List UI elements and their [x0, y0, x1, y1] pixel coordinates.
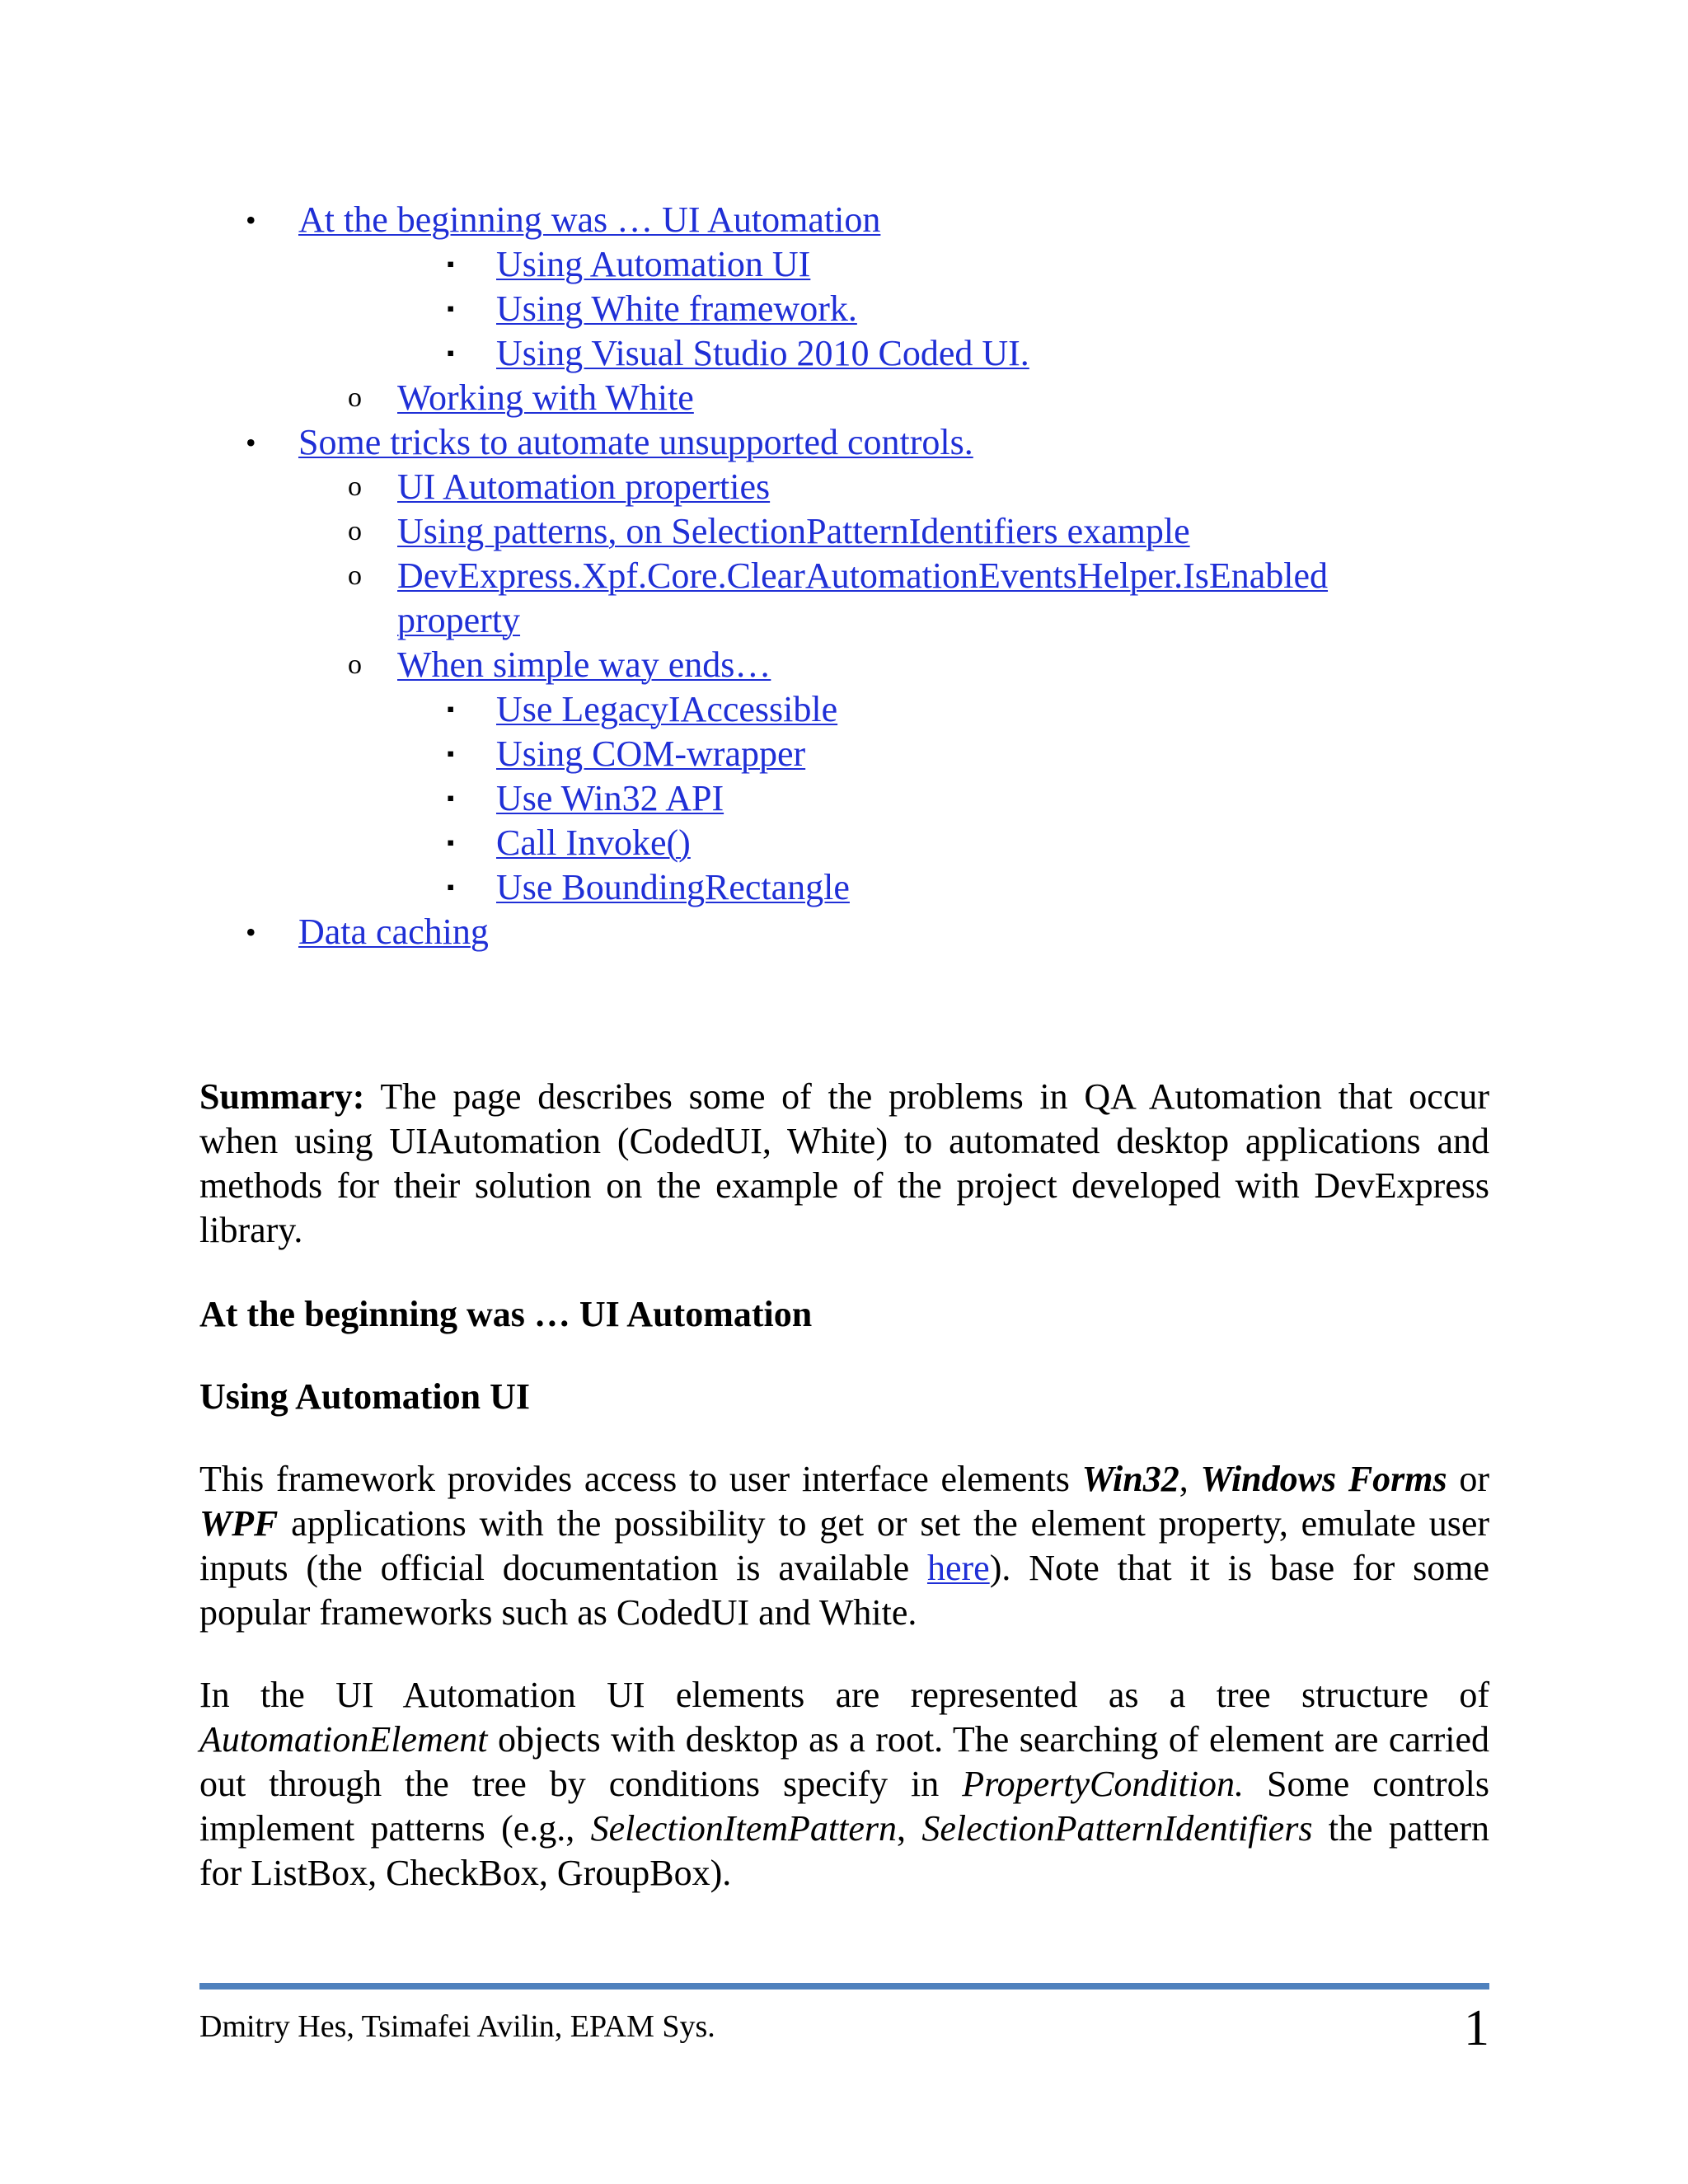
- square-bullet-icon: ▪: [447, 297, 455, 321]
- circle-bullet-icon: o: [348, 516, 362, 546]
- toc-link[interactable]: At the beginning was … UI Automation: [298, 199, 881, 240]
- page-number: 1: [1464, 2000, 1489, 2056]
- summary-section: [199, 1075, 1489, 1253]
- summary-label: Summary:: [199, 1076, 365, 1117]
- toc-link[interactable]: Using Automation UI: [496, 244, 811, 284]
- toc-link[interactable]: UI Automation properties: [397, 466, 771, 507]
- subsection-heading: Using Automation UI: [199, 1376, 530, 1417]
- circle-bullet-icon: o: [348, 560, 362, 591]
- toc-item: [0, 865, 1688, 910]
- toc-item: [0, 554, 1688, 643]
- text-run: ). Note that it is base for some popular frameworks such as CodedUI and White.: [199, 1548, 1489, 1633]
- toc-item: [0, 331, 1688, 376]
- toc-item: [0, 287, 1688, 331]
- square-bullet-icon: ▪: [447, 697, 455, 721]
- toc-link[interactable]: When simple way ends…: [397, 644, 771, 685]
- circle-bullet-icon: o: [348, 649, 362, 680]
- toc-item: [0, 376, 1688, 420]
- toc-link[interactable]: Using White framework.: [496, 288, 857, 329]
- toc-link[interactable]: Use LegacyIAccessible: [496, 689, 838, 729]
- square-bullet-icon: ▪: [447, 786, 455, 810]
- text-run: objects with desktop as a root. The searching of element are carried out through the tree by conditions specify in: [199, 1719, 1489, 1804]
- toc-link[interactable]: Working with White: [397, 377, 694, 418]
- toc-item: [0, 242, 1688, 287]
- toc-link[interactable]: Call Invoke(): [496, 823, 691, 863]
- toc-item: [0, 420, 1688, 465]
- toc-link[interactable]: Some tricks to automate unsupported controls.: [298, 422, 973, 462]
- toc-item: [0, 910, 1688, 954]
- body-paragraph-2-container: [199, 1673, 1489, 1896]
- documentation-link[interactable]: here: [926, 1548, 990, 1588]
- emphasis-win32: Win32: [1081, 1459, 1179, 1499]
- toc-item: [0, 509, 1688, 554]
- square-bullet-icon: ▪: [447, 831, 455, 855]
- square-bullet-icon: ▪: [447, 252, 455, 276]
- bullet-icon: •: [246, 916, 256, 949]
- text-run: or: [1447, 1459, 1490, 1499]
- subsection-heading-container: [199, 1375, 1489, 1419]
- bullet-icon: •: [246, 426, 256, 459]
- square-bullet-icon: ▪: [447, 341, 455, 365]
- section-heading: At the beginning was … UI Automation: [199, 1294, 813, 1334]
- body-paragraph-1-container: [199, 1457, 1489, 1635]
- text-run: Some controls implement patterns (e.g.,: [199, 1764, 1490, 1849]
- toc-item: [0, 821, 1688, 865]
- toc-link[interactable]: Use BoundingRectangle: [496, 867, 850, 907]
- circle-bullet-icon: o: [348, 471, 362, 502]
- term-automation-element: AutomationElement: [199, 1719, 488, 1760]
- toc-item: [0, 732, 1688, 776]
- emphasis-wpf: WPF: [199, 1503, 279, 1544]
- text-run: In the UI Automation UI elements are represented as a tree structure of: [199, 1675, 1489, 1715]
- toc-item: [0, 465, 1688, 509]
- text-run: ,: [1179, 1459, 1201, 1499]
- text-run: the pattern for ListBox, CheckBox, GroupBox).: [199, 1808, 1489, 1893]
- text-run: applications with the possibility to get or set the element property, emulate user inputs (the official documentation is available: [199, 1503, 1489, 1588]
- toc-link[interactable]: Using Visual Studio 2010 Coded UI.: [496, 333, 1029, 373]
- toc-item: [0, 198, 1688, 242]
- summary-text: The page describes some of the problems in QA Automation that occur when using UIAutomation (CodedUI, White) to automated desktop applications and methods for their solution on the example of the project developed with DevExpress library.: [199, 1076, 1489, 1250]
- emphasis-windows-forms: Windows Forms: [1200, 1459, 1447, 1499]
- square-bullet-icon: ▪: [447, 875, 455, 899]
- toc-link[interactable]: Data caching: [298, 912, 489, 952]
- summary-paragraph: [199, 1075, 1489, 1253]
- bullet-icon: •: [246, 204, 256, 237]
- toc-link[interactable]: Use Win32 API: [496, 778, 724, 818]
- body-paragraph-1: [199, 1457, 1489, 1635]
- section-heading-container: [199, 1292, 1489, 1337]
- square-bullet-icon: ▪: [447, 742, 455, 766]
- footer-divider: [199, 1983, 1489, 1990]
- text-run: This framework provides access to user interface elements: [199, 1459, 1082, 1499]
- table-of-contents: [0, 198, 1688, 954]
- toc-link[interactable]: Using COM-wrapper: [496, 733, 806, 774]
- term-property-condition: PropertyCondition.: [962, 1764, 1245, 1804]
- toc-item: [0, 687, 1688, 732]
- toc-link[interactable]: Using patterns, on SelectionPatternIdentifiers example: [397, 511, 1190, 551]
- toc-link[interactable]: DevExpress.Xpf.Core.ClearAutomationEventsHelper.IsEnabled property: [397, 555, 1329, 640]
- toc-item: [0, 643, 1688, 687]
- text-run: ,: [897, 1808, 922, 1849]
- term-selection-item-pattern: SelectionItemPattern: [590, 1808, 898, 1849]
- body-paragraph-2: [199, 1673, 1489, 1896]
- circle-bullet-icon: o: [348, 382, 362, 413]
- term-selection-pattern-identifiers: SelectionPatternIdentifiers: [921, 1808, 1313, 1849]
- footer-authors: Dmitry Hes, Tsimafei Avilin, EPAM Sys.: [199, 2009, 715, 2044]
- toc-item: [0, 776, 1688, 821]
